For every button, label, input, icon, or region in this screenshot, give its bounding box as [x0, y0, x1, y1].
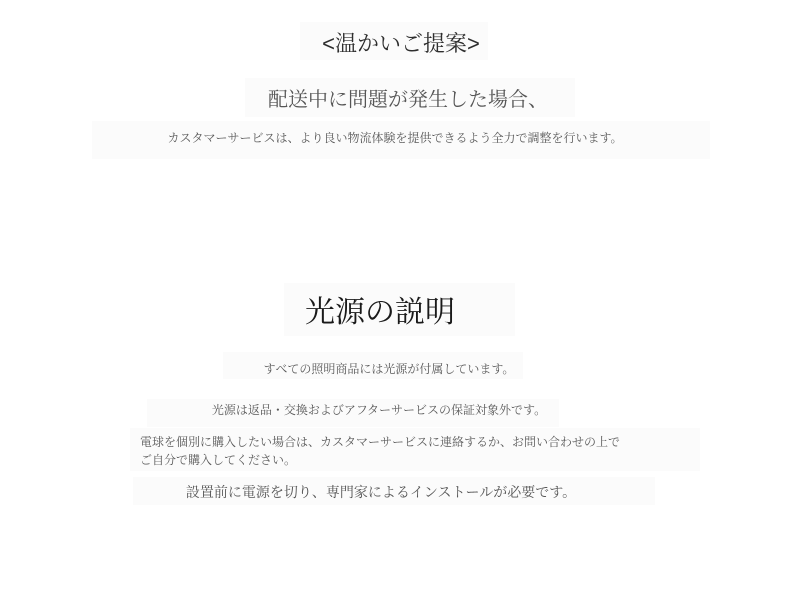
warm-proposal-body: カスタマーサービスは、より良い物流体験を提供できるよう全力で調整を行います。: [167, 131, 623, 145]
warm-proposal-title: <温かいご提案>: [322, 31, 480, 56]
light-source-line-warranty: 光源は返品・交換およびアフターサービスの保証対象外です。: [211, 403, 547, 417]
warm-proposal-subtitle: 配送中に問題が発生した場合、: [268, 89, 548, 111]
light-source-line-installation: 設置前に電源を切り、専門家によるインストールが必要です。: [185, 484, 577, 500]
light-source-paragraph-purchase: 電球を個別に購入したい場合は、カスタマーサービスに連絡するか、お問い合わせの上でご自分で購入してください。: [140, 435, 621, 467]
light-source-heading: 光源の説明: [305, 296, 455, 329]
light-source-line-included: すべての照明商品には光源が付属しています。: [263, 362, 515, 376]
